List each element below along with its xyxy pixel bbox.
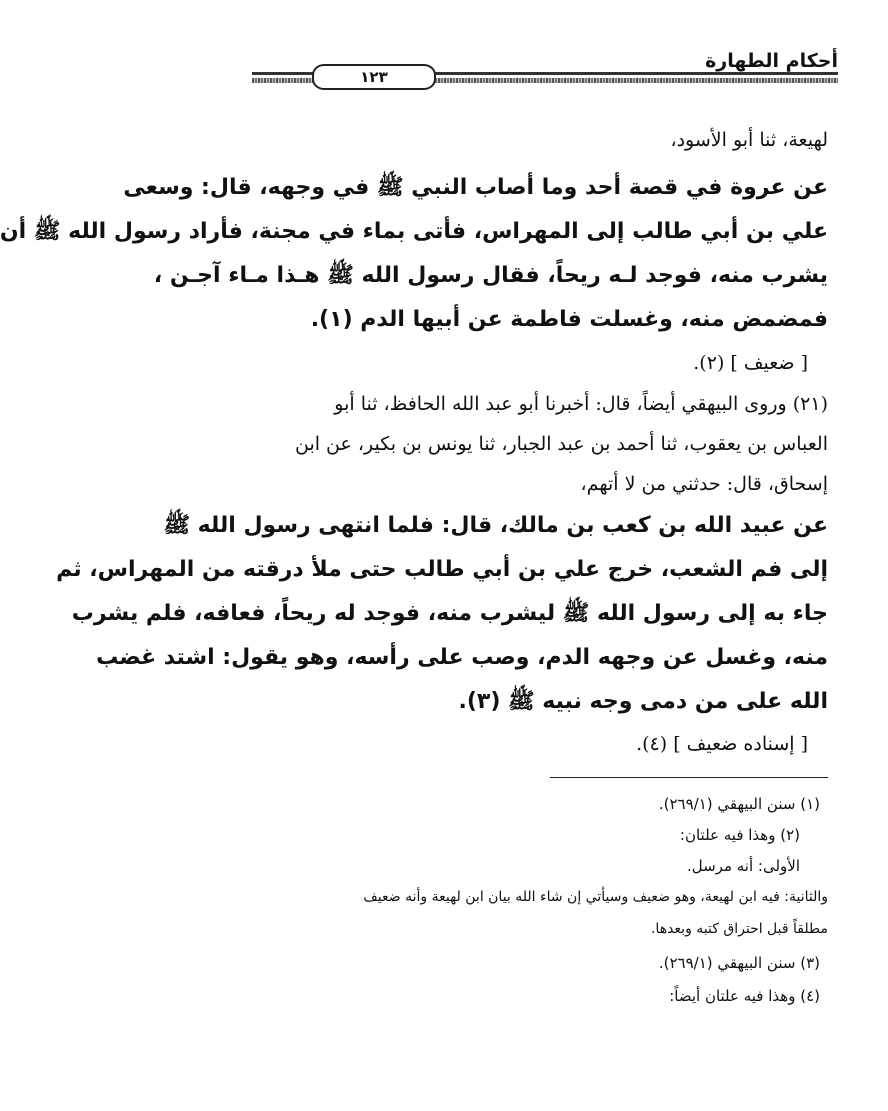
footnote: الأولى: أنه مرسل. (686, 857, 800, 875)
main-text (0, 120, 828, 764)
footnote: والثانية: فيه ابن لهيعة، وهو ضعيف وسيأتي إن شاء الله بيان ابن لهيعة وأنه ضعيف (363, 889, 828, 905)
grading-note: [ إسناده ضعيف ] (٤). (636, 733, 808, 755)
text-line: عن عبيد الله بن كعب بن مالك، قال: فلما انتهى رسول الله ﷺ (163, 513, 828, 538)
footnote: (٣) سنن البيهقي (٢٦٩/١). (658, 954, 820, 972)
footnote: (٢) وهذا فيه علتان: (679, 826, 800, 844)
footnote: مطلقاً قبل احتراق كتبه وبعدها. (650, 921, 828, 937)
text-line: عن عروة في قصة أحد وما أصاب النبي ﷺ في وجهه، قال: وسعى (123, 175, 828, 200)
text-line: فمضمض منه، وغسلت فاطمة عن أبيها الدم (١). (310, 307, 828, 332)
text-line: علي بن أبي طالب إلى المهراس، فأتى بماء في مجنة، فأراد رسول الله ﷺ أن (0, 219, 828, 244)
text-line: لهيعة، ثنا أبو الأسود، (670, 129, 828, 151)
text-line: إسحاق، قال: حدثني من لا أتهم، (580, 473, 828, 495)
footnote-divider (550, 777, 828, 778)
book-title: أحكام الطهارة (705, 50, 838, 72)
text-line: منه، وغسل عن وجهه الدم، وصب على رأسه، وهو يقول: اشتد غضب (96, 645, 828, 670)
text-line: الله على من دمى وجه نبيه ﷺ (٣). (458, 689, 828, 714)
text-line: يشرب منه، فوجد لـه ريحاً، فقال رسول الله ﷺ هـذا مـاء آجـن ، (153, 263, 828, 288)
text-line: (٢١) وروى البيهقي أيضاً، قال: أخبرنا أبو عبد الله الحافظ، ثنا أبو (334, 393, 828, 415)
footnote: (١) سنن البيهقي (٢٦٩/١). (658, 795, 820, 813)
grading-note: [ ضعيف ] (٢). (693, 352, 808, 374)
page-header (252, 44, 838, 92)
text-line: العباس بن يعقوب، ثنا أحمد بن عبد الجبار، ثنا يونس بن بكير، عن ابن (294, 433, 828, 455)
text-line: جاء به إلى رسول الله ﷺ ليشرب منه، فوجد له ريحاً، فعافه، فلم يشرب (71, 601, 828, 626)
footnote: (٤) وهذا فيه علتان أيضاً: (669, 987, 820, 1005)
text-line: إلى فم الشعب، خرج علي بن أبي طالب حتى ملأ درقته من المهراس، ثم (56, 557, 828, 582)
page-number: ١٢٣ (312, 64, 436, 90)
footnotes (256, 788, 828, 1012)
